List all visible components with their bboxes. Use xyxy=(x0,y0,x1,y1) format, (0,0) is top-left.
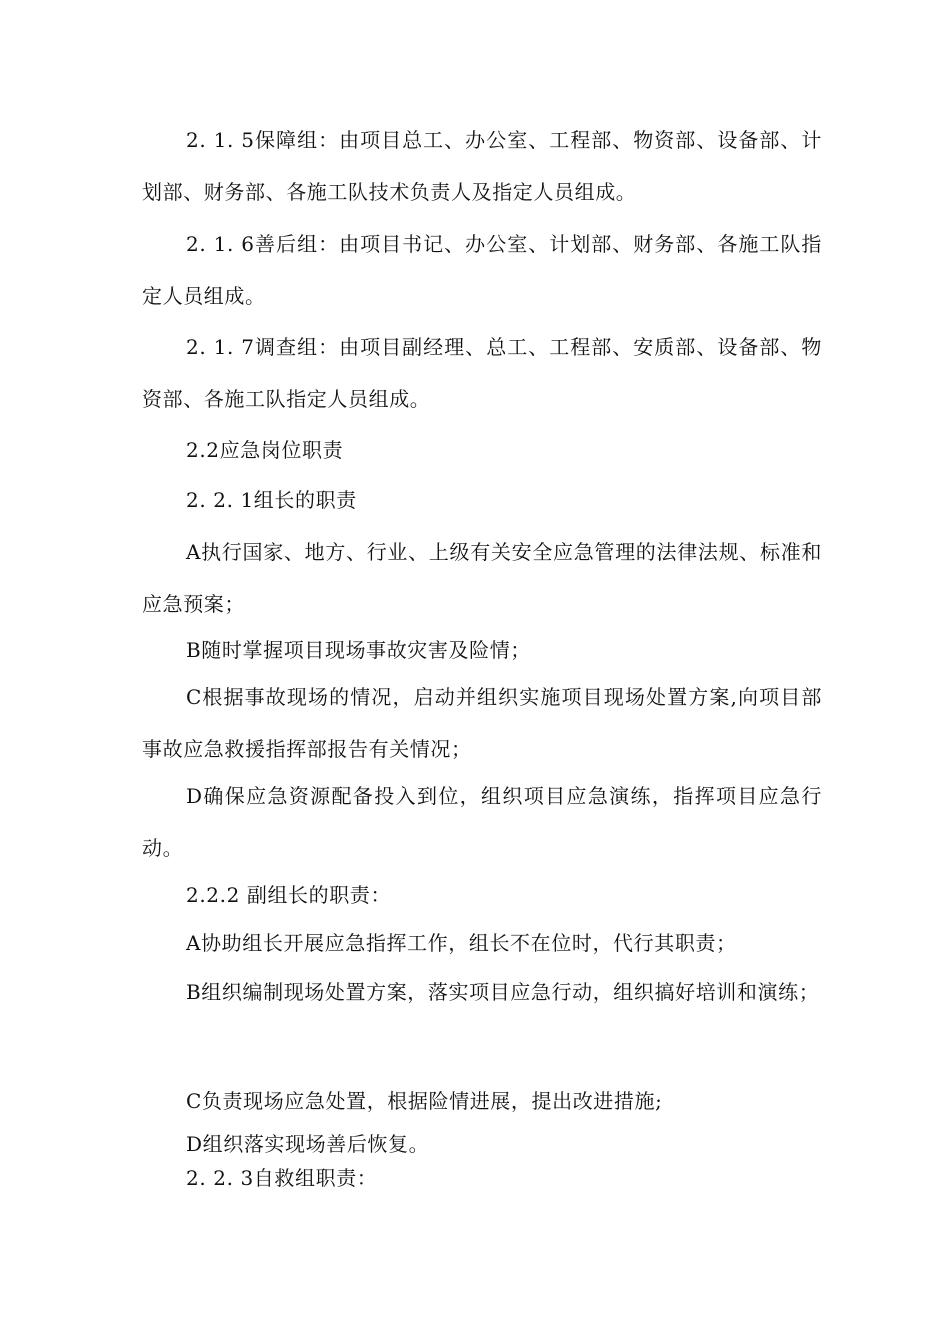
list-item-c-2: C负责现场应急处置，根据险情进展，提出改进措施; xyxy=(186,1089,663,1113)
list-item-d-2: D组织落实现场善后恢复。 xyxy=(186,1132,430,1156)
list-item-b: B随时掌握项目现场事故灾害及险情； xyxy=(186,638,531,662)
list-item-c: C根据事故现场的情况，启动并组织实施项目现场处置方案,向项目部事故应急救援指挥部报告有关情况； xyxy=(142,685,822,761)
paragraph-2-1-6: 2. 1. 6善后组：由项目书记、办公室、计划部、财务部、各施工队指定人员组成。 xyxy=(142,232,822,308)
subheading-2-2-3: 2. 2. 3自救组职责： xyxy=(186,1166,378,1190)
paragraph-2-1-5: 2. 1. 5保障组：由项目总工、办公室、工程部、物资部、设备部、计划部、财务部、各施工队技术负责人及指定人员组成。 xyxy=(142,128,822,204)
section-heading-2-2: 2.2应急岗位职责 xyxy=(186,438,344,462)
list-item-a: A执行国家、地方、行业、上级有关安全应急管理的法律法规、标准和应急预案； xyxy=(142,540,822,616)
list-item-b-2: B组织编制现场处置方案，落实项目应急行动，组织搞好培训和演练； xyxy=(186,980,820,1004)
subheading-2-2-1: 2. 2. 1组长的职责 xyxy=(186,488,357,512)
list-item-d: D确保应急资源配备投入到位，组织项目应急演练，指挥项目应急行动。 xyxy=(142,784,822,860)
paragraph-2-1-7: 2. 1. 7调查组：由项目副经理、总工、工程部、安质部、设备部、物资部、各施工队指定人员组成。 xyxy=(142,335,822,411)
subheading-2-2-2: 2.2.2 副组长的职责： xyxy=(186,883,392,907)
list-item-a-2: A协助组长开展应急指挥工作，组长不在位时，代行其职责； xyxy=(186,931,737,955)
